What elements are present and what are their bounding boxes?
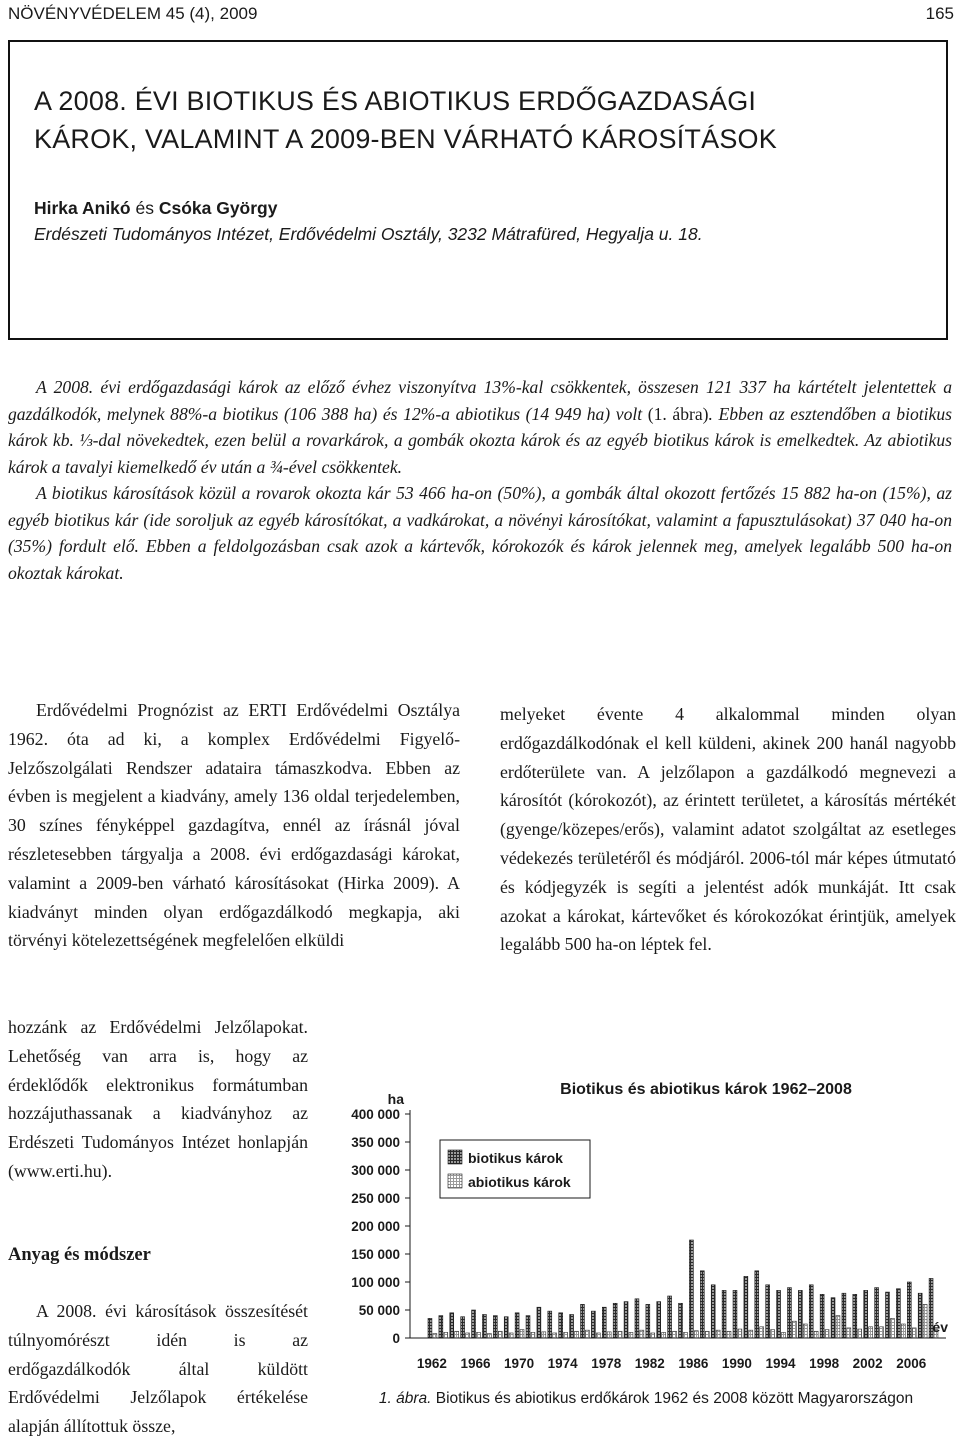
- bar-abiotic-1966: [476, 1332, 480, 1338]
- y-tick-label: 400 000: [351, 1107, 400, 1122]
- bar-abiotic-2004: [890, 1318, 894, 1338]
- caption-number: 1. ábra.: [378, 1390, 432, 1407]
- x-tick-label: 1990: [721, 1356, 752, 1371]
- body-paragraph-right: melyeket évente 4 alkalommal minden olyan erdőgazdálkodónak el kell küldeni, akinek 200 hanál nagyobb erdőterülete van. A jelzőlapon a gazdálkodó megnevezi a károsítót (kórokozót), az érintett területet, a károsítás mértékét (gyenge/közepes/erős), valamint adatot szolgáltat az esetleges védekezés területéről és módjáról. 2006-tól már képes útmutató és kódjegyzék is segíti a jelentést adók munkáját. Itt csak azokat a károkat, kártevőket és kórokozókat érintjük, amelyek legalább 500 ha-on léptek fel.: [500, 704, 956, 955]
- bar-biotic-1980: [624, 1302, 628, 1338]
- bar-abiotic-1977: [596, 1333, 600, 1338]
- y-tick-label: 100 000: [351, 1275, 400, 1290]
- bar-abiotic-1988: [716, 1330, 720, 1338]
- bar-biotic-2007: [918, 1293, 922, 1338]
- x-tick-label: 2002: [852, 1356, 883, 1371]
- bar-abiotic-1997: [814, 1331, 818, 1338]
- bar-biotic-1999: [831, 1298, 835, 1338]
- author-2: Csóka György: [158, 198, 278, 218]
- bar-abiotic-1982: [651, 1333, 655, 1338]
- bar-biotic-1991: [744, 1276, 748, 1338]
- bar-biotic-2003: [875, 1288, 879, 1338]
- y-tick-label: 50 000: [358, 1303, 400, 1318]
- abstract: [8, 374, 952, 586]
- bar-biotic-1974: [559, 1313, 563, 1338]
- bar-abiotic-1967: [487, 1334, 491, 1338]
- bar-abiotic-1990: [738, 1329, 742, 1338]
- bar-abiotic-2001: [858, 1329, 862, 1338]
- y-tick-label: 300 000: [351, 1163, 400, 1178]
- bar-abiotic-1973: [553, 1333, 557, 1338]
- bar-biotic-1987: [700, 1271, 704, 1338]
- bar-abiotic-1999: [836, 1316, 840, 1338]
- caption-text: Biotikus és abiotikus erdőkárok 1962 és 2008 között Magyarországon: [431, 1390, 914, 1407]
- y-axis-label: ha: [387, 1091, 404, 1107]
- bar-abiotic-1975: [575, 1331, 579, 1338]
- bar-biotic-1984: [668, 1296, 672, 1338]
- bar-biotic-2005: [896, 1289, 900, 1338]
- figure-caption: [336, 1388, 956, 1410]
- running-head: [8, 4, 954, 28]
- bar-abiotic-1964: [455, 1331, 459, 1338]
- y-tick-label: 350 000: [351, 1135, 400, 1150]
- figure-reference: (1. ábra): [647, 403, 709, 424]
- bar-biotic-1988: [711, 1285, 715, 1338]
- bar-biotic-1970: [515, 1313, 519, 1338]
- bar-abiotic-1979: [618, 1331, 622, 1338]
- bar-abiotic-1983: [662, 1332, 666, 1338]
- bar-abiotic-2003: [880, 1327, 884, 1338]
- bar-biotic-1967: [482, 1314, 486, 1338]
- bar-biotic-1981: [635, 1299, 639, 1338]
- legend-label-abiotic: abiotikus károk: [468, 1174, 571, 1190]
- bar-biotic-1994: [777, 1290, 781, 1338]
- y-tick-label: 250 000: [351, 1191, 400, 1206]
- bar-abiotic-1980: [629, 1332, 633, 1338]
- left-column-full-width: [8, 696, 460, 955]
- bar-abiotic-1985: [683, 1332, 687, 1338]
- bar-abiotic-1993: [771, 1330, 775, 1338]
- bar-abiotic-1978: [607, 1332, 611, 1338]
- author-1: Hirka Anikó: [34, 198, 131, 218]
- x-tick-label: 1994: [765, 1356, 796, 1371]
- abstract-paragraph-2: A biotikus károsítások közül a rovarok okozta kár 53 466 ha-on (50%), a gombák által okozott fertőzés 15 882 ha-on (15%), az egyéb biotikus kár (ide soroljuk az egyéb károsítókat, a vadkárokat, a növényi károsítókat, valamint a fapusztulásokat) 37 040 ha-on (35%) fordult elő. Ebben a feldolgozásban csak azok a kártevők, kórokozók és károk jelennek meg, amelyek legalább 500 ha-on okoztak károkat.: [8, 483, 952, 583]
- page-number: 165: [925, 4, 954, 23]
- bar-abiotic-1994: [782, 1332, 786, 1338]
- bar-biotic-1977: [591, 1311, 595, 1338]
- bar-abiotic-1987: [705, 1331, 709, 1338]
- bar-biotic-1968: [493, 1316, 497, 1338]
- chart-title: Biotikus és abiotikus károk 1962–2008: [560, 1081, 852, 1098]
- bar-biotic-1990: [733, 1290, 737, 1338]
- bar-abiotic-1981: [640, 1330, 644, 1338]
- bar-biotic-1976: [581, 1304, 585, 1338]
- x-tick-label: 1966: [460, 1356, 491, 1371]
- x-axis-label: év: [932, 1319, 948, 1335]
- authors: [34, 198, 277, 219]
- bar-abiotic-2000: [847, 1328, 851, 1338]
- bar-biotic-1996: [798, 1290, 802, 1338]
- bar-biotic-1972: [537, 1307, 541, 1338]
- x-tick-label: 1962: [416, 1356, 447, 1371]
- bar-biotic-2006: [907, 1282, 911, 1338]
- body-paragraph-2: A 2008. évi károsítások összesítését túlnyomórészt idén is az erdőgazdálkodók által küldött Erdővédelmi Jelzőlapok értékelése alapján állítottuk össze,: [8, 1301, 308, 1437]
- bar-abiotic-1968: [498, 1331, 502, 1338]
- x-tick-label: 2006: [896, 1356, 927, 1371]
- bar-biotic-1998: [820, 1294, 824, 1338]
- bar-biotic-1992: [755, 1271, 759, 1338]
- bar-biotic-1993: [766, 1285, 770, 1338]
- legend-swatch-abiotic: [448, 1174, 462, 1188]
- y-tick-label: 200 000: [351, 1219, 400, 1234]
- author-conjunction: és: [130, 198, 159, 218]
- y-tick-label: 0: [392, 1331, 400, 1346]
- abstract-p1-text-continued: . Ebben az esztendőben a biotikus károk kb. ⅓-dal növekedtek, ezen belül a rovarkárok, a gombák okozta károk és az egyéb biotikus károk is emelkedtek. Az abiotikus károk a tavalyi kiemelkedő év után a ¾-ével csökkentek.: [8, 403, 952, 477]
- bar-abiotic-2007: [923, 1304, 927, 1338]
- bar-abiotic-1986: [694, 1331, 698, 1338]
- bar-abiotic-2005: [901, 1324, 905, 1338]
- bar-abiotic-1992: [760, 1327, 764, 1338]
- bar-biotic-1963: [439, 1316, 443, 1338]
- title-line-1: A 2008. ÉVI BIOTIKUS ÉS ABIOTIKUS ERDŐGAZDASÁGI: [34, 86, 757, 116]
- bar-abiotic-1991: [749, 1330, 753, 1338]
- bar-biotic-1965: [461, 1317, 465, 1338]
- body-paragraph-1: Erdővédelmi Prognózist az ERTI Erdővédelmi Osztálya 1962. óta ad ki, a komplex Erdővédelmi Figyelő-Jelzőszolgálati Rendszer adataira támaszkodva. Ebben az évben is megjelent a kiadvány, amely 136 oldal terjedelemben, 30 színes fényképpel gazdagítva, ennél az írásnál jóval részletesebben tárgyalja a 2008. évi erdőgazdasági károkat, valamint a 2009-ben várható károsításokat (Hirka 2009). A kiadványt minden olyan erdőgazdálkodó megkapja, aki törvényi kötelezettségének megfelelően elküldi: [8, 700, 460, 951]
- legend-swatch-biotic: [448, 1150, 462, 1164]
- bar-biotic-2000: [842, 1293, 846, 1338]
- article-title: [34, 82, 914, 158]
- bar-abiotic-1998: [825, 1330, 829, 1338]
- x-tick-label: 1986: [678, 1356, 709, 1371]
- bar-abiotic-2006: [912, 1328, 916, 1338]
- affiliation: Erdészeti Tudományos Intézet, Erdővédelmi Osztály, 3232 Mátrafüred, Hegyalja u. 18.: [34, 224, 703, 244]
- x-tick-label: 1970: [504, 1356, 535, 1371]
- bar-biotic-1966: [472, 1310, 476, 1338]
- journal-citation: NÖVÉNYVÉDELEM 45 (4), 2009: [8, 4, 258, 23]
- bar-abiotic-1995: [792, 1321, 796, 1338]
- damage-bar-chart: [336, 1070, 956, 1382]
- bar-biotic-1978: [602, 1307, 606, 1338]
- x-tick-label: 1974: [547, 1356, 578, 1371]
- body-paragraph-1-continued: hozzánk az Erdővédelmi Jelzőlapokat. Lehetőség van arra is, hogy az érdeklődők elektronikus formátumban hozzájuthassanak a kiadványhoz az Erdészeti Tudományos Intézet honlapján (www.erti.hu).: [8, 1017, 308, 1181]
- bar-abiotic-1989: [727, 1331, 731, 1338]
- bar-abiotic-1969: [509, 1333, 513, 1338]
- bar-biotic-1975: [570, 1314, 574, 1338]
- bar-biotic-1982: [646, 1304, 650, 1338]
- bar-biotic-1997: [809, 1285, 813, 1338]
- bar-abiotic-1963: [444, 1332, 448, 1338]
- bar-biotic-1985: [679, 1303, 683, 1338]
- bar-biotic-1973: [548, 1311, 552, 1338]
- bar-biotic-2002: [864, 1290, 868, 1338]
- bar-biotic-1986: [689, 1240, 693, 1338]
- bar-biotic-1969: [504, 1317, 508, 1338]
- bar-abiotic-1965: [466, 1333, 470, 1338]
- x-tick-label: 1978: [591, 1356, 622, 1371]
- bar-biotic-1979: [613, 1303, 617, 1338]
- bar-abiotic-1972: [542, 1332, 546, 1338]
- bar-abiotic-1984: [673, 1331, 677, 1338]
- section-heading: Anyag és módszer: [8, 1245, 151, 1265]
- bar-abiotic-1970: [520, 1330, 524, 1338]
- y-tick-label: 150 000: [351, 1247, 400, 1262]
- abstract-p1-text: A 2008. évi erdőgazdasági károk az előző évhez viszonyítva 13%-kal csökkentek, összesen 121 337 ha kártételt jelentettek a gazdálkodók, melynek 88%-a biotikus (106 388 ha) és 12%-a abiotikus (14 949 ha) volt: [8, 377, 952, 424]
- bar-biotic-1995: [787, 1288, 791, 1338]
- bar-biotic-1962: [428, 1318, 432, 1338]
- bar-biotic-2001: [853, 1294, 857, 1338]
- bar-abiotic-1974: [564, 1332, 568, 1338]
- bar-biotic-2004: [886, 1292, 890, 1338]
- left-column-narrow: [8, 1013, 308, 1186]
- bar-biotic-1971: [526, 1316, 530, 1338]
- legend-label-biotic: biotikus károk: [468, 1150, 563, 1166]
- bar-abiotic-1976: [585, 1330, 589, 1338]
- abstract-paragraph-1: [8, 374, 952, 480]
- bar-biotic-1964: [450, 1313, 454, 1338]
- right-column: [500, 700, 956, 959]
- bar-abiotic-1962: [433, 1334, 437, 1338]
- bar-abiotic-2002: [869, 1327, 873, 1338]
- title-line-2: KÁROK, VALAMINT A 2009-BEN VÁRHATÓ KÁROSÍTÁSOK: [34, 124, 777, 154]
- bar-abiotic-1971: [531, 1332, 535, 1338]
- x-tick-label: 1998: [809, 1356, 840, 1371]
- bar-biotic-1989: [722, 1290, 726, 1338]
- left-column-bottom: [8, 1297, 308, 1441]
- x-tick-label: 1982: [634, 1356, 665, 1371]
- bar-biotic-1983: [657, 1302, 661, 1338]
- figure-1: [336, 1070, 956, 1440]
- bar-abiotic-1996: [803, 1324, 807, 1338]
